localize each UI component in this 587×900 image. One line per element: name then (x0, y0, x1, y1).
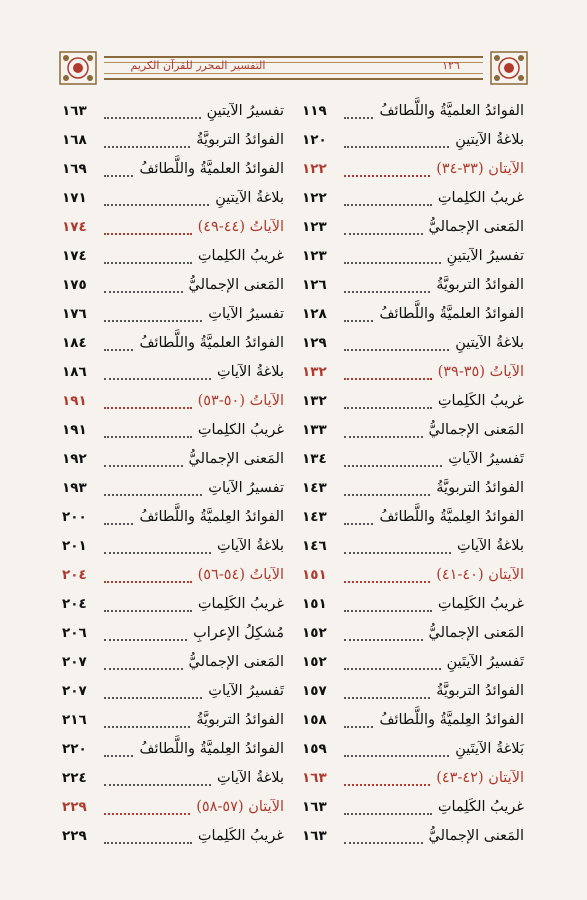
toc-entry-label: بلاغةُ الآياتِ (216, 364, 284, 380)
toc-entry-page: ١٥٢ (302, 625, 327, 641)
toc-entry-page: ١٥٧ (302, 683, 327, 699)
toc-entry[interactable] (62, 416, 284, 445)
toc-entry-label: بَلاغةُ الآيتَينِ (455, 741, 524, 757)
dot-leader (104, 523, 133, 525)
toc-entry[interactable] (62, 590, 284, 619)
toc-entry-page: ٢٢٠ (62, 741, 87, 757)
toc-entry[interactable] (302, 532, 524, 561)
toc-entry-label: تفسيرُ الآياتِ (208, 480, 284, 496)
toc-entry-label: المَعنى الإجماليُّ (188, 654, 284, 670)
toc-entry-label: الفوائدُ التربويَّةُ (436, 683, 524, 699)
toc-entry-label: تفسيرُ الآيتينِ (446, 248, 524, 264)
toc-entry-page: ٢٠٤ (62, 567, 87, 583)
toc-entry[interactable] (62, 474, 284, 503)
toc-entry-page: ١٥٨ (302, 712, 327, 728)
dot-leader (344, 465, 442, 467)
dot-leader (344, 755, 449, 757)
dot-leader (344, 639, 423, 641)
toc-entry-page: ١٦٣ (302, 799, 327, 815)
toc-entry-label: الفوائدُ العلميَّةُ واللَّطائفُ (139, 335, 284, 351)
dot-leader (104, 726, 190, 728)
toc-entry-label: الفوائدُ العلميَّةُ واللَّطائفُ (139, 161, 284, 177)
toc-entry-page: ١٧٤ (62, 248, 87, 264)
toc-entry[interactable] (62, 822, 284, 851)
dot-leader (344, 552, 451, 554)
toc-entry-label: غريبُ الكَلِماتِ (437, 393, 524, 409)
toc-entry-page: ١٥١ (302, 567, 327, 583)
toc-entry[interactable] (62, 329, 284, 358)
toc-entry-label: الفوائدُ العلميَّةُ واللَّطائفُ (379, 306, 524, 322)
dot-leader (104, 407, 192, 409)
dot-leader (104, 581, 192, 583)
toc-entry[interactable] (302, 329, 524, 358)
dot-leader (344, 407, 432, 409)
toc-entry-page: ١٧٤ (62, 219, 87, 235)
toc-entry-label: الآيتان (٤٠-٤١) (436, 567, 524, 583)
toc-entry-page: ١٩١ (62, 422, 87, 438)
dot-leader (344, 436, 423, 438)
dot-leader (104, 610, 192, 612)
toc-entry-label: بلاغةُ الآياتِ (216, 538, 284, 554)
dot-leader (104, 755, 133, 757)
toc-entry[interactable] (62, 503, 284, 532)
toc-entry-page: ٢٠٠ (62, 509, 87, 525)
toc-entry-page: ١٩٢ (62, 451, 87, 467)
toc-entry[interactable] (62, 532, 284, 561)
toc-entry-page: ١٢٣ (302, 248, 327, 264)
toc-entry-label: الآيتان (٥٧-٥٨) (196, 799, 284, 815)
dot-leader (344, 842, 423, 844)
toc-entry-label: المَعنى الإجماليُّ (428, 828, 524, 844)
dot-leader (104, 233, 192, 235)
toc-section-heading[interactable] (62, 213, 284, 242)
ornament-icon-left (58, 50, 98, 86)
toc-entry-page: ١٣٢ (302, 364, 327, 380)
toc-entry-page: ١٧٥ (62, 277, 87, 293)
toc-entry[interactable] (62, 242, 284, 271)
toc-entry-label: الآياتُ (٥٤-٥٦) (197, 567, 284, 583)
toc-entry-page: ١٢٨ (302, 306, 327, 322)
toc-entry[interactable] (302, 271, 524, 300)
toc-entry-page: ١٦٨ (62, 132, 87, 148)
toc-entry-page: ٢٠٧ (62, 683, 87, 699)
dot-leader (344, 146, 449, 148)
toc-entry[interactable] (302, 677, 524, 706)
dot-leader (344, 204, 432, 206)
dot-leader (344, 320, 373, 322)
toc-entry-page: ١٣٣ (302, 422, 327, 438)
dot-leader (104, 813, 190, 815)
toc-entry[interactable] (302, 126, 524, 155)
toc-entry-label: المَعنى الإجماليُّ (428, 219, 524, 235)
dot-leader (344, 378, 432, 380)
dot-leader (104, 784, 211, 786)
toc-entry-page: ١٧١ (62, 190, 87, 206)
toc-entry-label: المَعنى الإجماليُّ (188, 277, 284, 293)
toc-entry[interactable] (62, 184, 284, 213)
toc-entry[interactable] (302, 242, 524, 271)
toc-entry[interactable] (302, 590, 524, 619)
dot-leader (344, 349, 449, 351)
toc-entry-page: ١٦٣ (62, 103, 87, 119)
toc-entry-label: غريبُ الكَلِماتِ (437, 799, 524, 815)
page-number: ١٢٦ (442, 59, 460, 72)
toc-entry-label: المَعنى الإجماليُّ (428, 625, 524, 641)
toc-entry-label: بلاغةُ الآياتِ (456, 538, 524, 554)
toc-entry[interactable] (302, 503, 524, 532)
toc-entry-page: ٢٢٩ (62, 828, 87, 844)
toc-entry[interactable] (302, 97, 524, 126)
dot-leader (344, 117, 373, 119)
dot-leader (344, 726, 373, 728)
toc-entry-page: ٢٠٦ (62, 625, 87, 641)
toc-entry[interactable] (62, 677, 284, 706)
toc-entry-page: ١٢٢ (302, 190, 327, 206)
toc-entry-label: الفوائدُ التربويَّةُ (196, 132, 284, 148)
dot-leader (344, 494, 430, 496)
toc-entry[interactable] (62, 358, 284, 387)
running-title: التفسير المحرر للقرآن الكريم (130, 59, 266, 72)
dot-leader (344, 523, 373, 525)
toc-entry-page: ١٥١ (302, 596, 327, 612)
toc-entry-page: ١٦٣ (302, 828, 327, 844)
toc-entry-label: الآياتُ (٤٤-٤٩) (197, 219, 284, 235)
dot-leader (104, 668, 183, 670)
toc-entry-page: ١٢٦ (302, 277, 327, 293)
toc-entry-page: ١٧٦ (62, 306, 87, 322)
toc-entry-page: ١٢٠ (302, 132, 327, 148)
toc-entry-label: الفوائدُ التربويَّةُ (436, 480, 524, 496)
dot-leader (104, 436, 192, 438)
toc-entry-page: ١٢٢ (302, 161, 327, 177)
toc-entry[interactable] (302, 213, 524, 242)
toc-entry-label: المَعنى الإجماليُّ (428, 422, 524, 438)
toc-entry[interactable] (62, 126, 284, 155)
toc-entry-page: ١٣٤ (302, 451, 327, 467)
toc-entry-label: مُشكِلُ الإعرابِ (193, 625, 284, 641)
toc-entry[interactable] (302, 387, 524, 416)
dot-leader (104, 204, 209, 206)
toc-entry-page: ٢٢٩ (62, 799, 87, 815)
toc-entry-page: ١٨٦ (62, 364, 87, 380)
toc-entry-label: الآيتان (٤٢-٤٣) (436, 770, 524, 786)
toc-entry[interactable] (302, 793, 524, 822)
toc-entry-label: تَفسيرُ الآيتَينِ (446, 654, 524, 670)
toc-entry-page: ١٤٣ (302, 509, 327, 525)
dot-leader (104, 378, 211, 380)
ornament-icon-right (489, 50, 529, 86)
toc-entry-page: ١١٩ (302, 103, 327, 119)
toc-entry-label: غريبُ الكلِماتِ (197, 422, 284, 438)
toc-entry-label: الفوائدُ التربويَّةُ (196, 712, 284, 728)
dot-leader (104, 697, 202, 699)
toc-column-left (62, 97, 284, 851)
toc-entry[interactable] (302, 445, 524, 474)
toc-entry[interactable] (302, 416, 524, 445)
toc-section-heading[interactable] (62, 793, 284, 822)
page-header (58, 50, 529, 86)
toc-entry-label: بلاغةُ الآيتينِ (215, 190, 284, 206)
dot-leader (104, 494, 202, 496)
toc-entry-page: ١٥٢ (302, 654, 327, 670)
dot-leader (344, 697, 430, 699)
toc-entry[interactable] (62, 648, 284, 677)
dot-leader (344, 233, 423, 235)
toc-entry[interactable] (302, 619, 524, 648)
toc-entry-label: تفسيرُ الآياتِ (208, 306, 284, 322)
toc-column-right (302, 97, 524, 851)
toc-entry-page: ١٦٩ (62, 161, 87, 177)
toc-entry-page: ١٤٦ (302, 538, 327, 554)
dot-leader (104, 639, 187, 641)
toc-entry-page: ٢٠٤ (62, 596, 87, 612)
toc-entry[interactable] (302, 184, 524, 213)
toc-entry-page: ١٩١ (62, 393, 87, 409)
toc-entry-label: تَفسيرُ الآياتِ (448, 451, 524, 467)
toc-section-heading[interactable] (302, 155, 524, 184)
dot-leader (104, 552, 211, 554)
dot-leader (104, 117, 201, 119)
toc-entry[interactable] (302, 300, 524, 329)
toc-section-heading[interactable] (302, 358, 524, 387)
toc-entry-page: ٢٢٤ (62, 770, 87, 786)
dot-leader (104, 842, 192, 844)
toc-entry-label: غريبُ الكَلِماتِ (197, 596, 284, 612)
dot-leader (344, 610, 432, 612)
toc-entry-label: الآياتُ (٣٥-٣٩) (437, 364, 524, 380)
toc-entry[interactable] (302, 735, 524, 764)
toc-entry-label: الفوائدُ التربويَّةُ (436, 277, 524, 293)
dot-leader (104, 349, 133, 351)
dot-leader (104, 465, 183, 467)
toc-entry-label: الفوائدُ العِلميَّةُ واللَّطائفُ (139, 509, 284, 525)
toc-section-heading[interactable] (62, 387, 284, 416)
toc-entry[interactable] (62, 300, 284, 329)
toc-entry[interactable] (62, 619, 284, 648)
toc-entry-page: ١٨٤ (62, 335, 87, 351)
toc-entry-page: ١٥٩ (302, 741, 327, 757)
toc-entry-label: بلاغةُ الآيتينِ (455, 132, 524, 148)
toc-entry[interactable] (62, 271, 284, 300)
toc-entry[interactable] (302, 648, 524, 677)
toc-entry-page: ١٢٣ (302, 219, 327, 235)
toc-entry[interactable] (302, 706, 524, 735)
dot-leader (344, 262, 441, 264)
toc-entry-label: الفوائدُ العلميَّةُ واللَّطائفُ (379, 103, 524, 119)
toc-entry-label: بلاغةُ الآيتينِ (455, 335, 524, 351)
toc-entry-label: الآياتُ (٥٠-٥٣) (197, 393, 284, 409)
toc-entry-page: ١٩٣ (62, 480, 87, 496)
dot-leader (104, 320, 202, 322)
toc-entry-label: الآيتان (٣٣-٣٤) (436, 161, 524, 177)
toc-entry-label: الفوائدُ العِلميَّةُ واللَّطائفُ (379, 712, 524, 728)
toc-section-heading[interactable] (302, 764, 524, 793)
dot-leader (344, 291, 430, 293)
toc-entry-label: المَعنى الإجماليُّ (188, 451, 284, 467)
toc-section-heading[interactable] (302, 561, 524, 590)
toc-entry-page: ٢٠٧ (62, 654, 87, 670)
toc-entry-label: تفسيرُ الآيتينِ (206, 103, 284, 119)
toc-entry-label: الفوائدُ العِلميَّةُ واللَّطائفُ (379, 509, 524, 525)
toc-entry[interactable] (62, 706, 284, 735)
dot-leader (104, 175, 133, 177)
toc-entry[interactable] (62, 445, 284, 474)
toc-entry-label: الفوائدُ العِلميَّةُ واللَّطائفُ (139, 741, 284, 757)
dot-leader (344, 813, 432, 815)
dot-leader (104, 262, 192, 264)
dot-leader (344, 581, 430, 583)
toc-entry-label: غريبُ الكَلِماتِ (437, 596, 524, 612)
toc-entry-page: ١٤٣ (302, 480, 327, 496)
dot-leader (104, 146, 190, 148)
toc-entry[interactable] (62, 735, 284, 764)
toc-entry-label: غريبُ الكلِماتِ (197, 248, 284, 264)
toc-entry-page: ١٢٩ (302, 335, 327, 351)
toc-entry[interactable] (302, 822, 524, 851)
toc-entry-label: بلاغةُ الآياتِ (216, 770, 284, 786)
toc-entry-label: تَفسيرُ الآياتِ (208, 683, 284, 699)
toc-entry-page: ٢١٦ (62, 712, 87, 728)
toc-entry-label: غريبُ الكَلِماتِ (197, 828, 284, 844)
toc-entry[interactable] (302, 474, 524, 503)
dot-leader (344, 668, 441, 670)
dot-leader (104, 291, 183, 293)
toc-entry-label: غريبُ الكلِماتِ (437, 190, 524, 206)
toc-entry-page: ٢٠١ (62, 538, 87, 554)
toc-entry[interactable] (62, 764, 284, 793)
toc-entry-page: ١٦٣ (302, 770, 327, 786)
dot-leader (344, 784, 430, 786)
toc-entry-page: ١٣٢ (302, 393, 327, 409)
toc-entry[interactable] (62, 97, 284, 126)
toc-entry[interactable] (62, 155, 284, 184)
dot-leader (344, 175, 430, 177)
toc-section-heading[interactable] (62, 561, 284, 590)
